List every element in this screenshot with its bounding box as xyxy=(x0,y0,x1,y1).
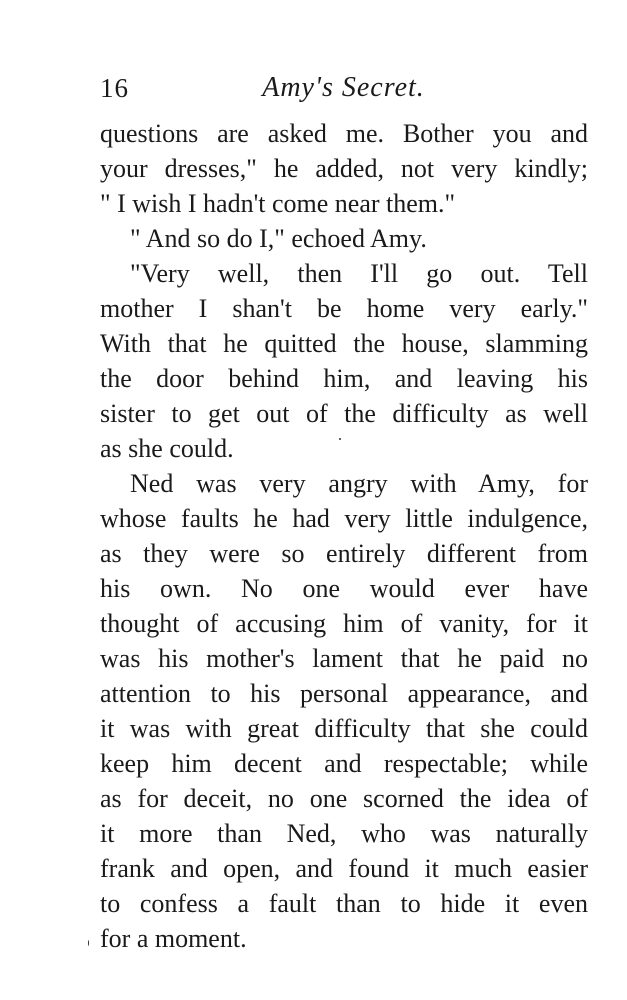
text-line: as she could. xyxy=(100,434,234,463)
text-line: Ned was very angry with Amy, for xyxy=(130,469,588,498)
text-line: With that he quitted the house, slamming xyxy=(100,329,588,358)
text-line: to confess a fault than to hide it even xyxy=(100,889,588,918)
text-line: frank and open, and found it much easier xyxy=(100,854,588,883)
text-line: sister to get out of the difficulty as well xyxy=(100,399,588,428)
text-line: the door behind him, and leaving his xyxy=(100,364,588,393)
text-line: keep him decent and respectable; while xyxy=(100,749,588,778)
text-line: it more than Ned, who was naturally xyxy=(100,819,588,848)
text-line: questions are asked me. Bother you and xyxy=(100,119,588,148)
text-line: his own. No one would ever have xyxy=(100,574,588,603)
ink-speck xyxy=(88,940,89,946)
text-line: attention to his personal appearance, and xyxy=(100,679,588,708)
text-line: whose faults he had very little indulgence, xyxy=(100,504,588,533)
text-line: as for deceit, no one scorned the idea of xyxy=(100,784,588,813)
text-line: your dresses," he added, not very kindly; xyxy=(100,154,588,183)
page-number: 16 xyxy=(100,73,129,103)
text-line: mother I shan't be home very early." xyxy=(100,294,588,323)
text-line: it was with great difficulty that she could xyxy=(100,714,588,743)
text-line: was his mother's lament that he paid no xyxy=(100,644,588,673)
text-line: as they were so entirely different from xyxy=(100,539,588,568)
text-line: " And so do I," echoed Amy. xyxy=(130,224,427,253)
ink-speck xyxy=(339,438,341,440)
text-line: thought of accusing him of vanity, for it xyxy=(100,609,588,638)
running-title: Amy's Secret. xyxy=(262,72,425,103)
text-line: " I wish I hadn't come near them." xyxy=(100,189,456,218)
text-line: for a moment. xyxy=(100,924,247,953)
text-line: "Very well, then I'll go out. Tell xyxy=(130,259,588,288)
